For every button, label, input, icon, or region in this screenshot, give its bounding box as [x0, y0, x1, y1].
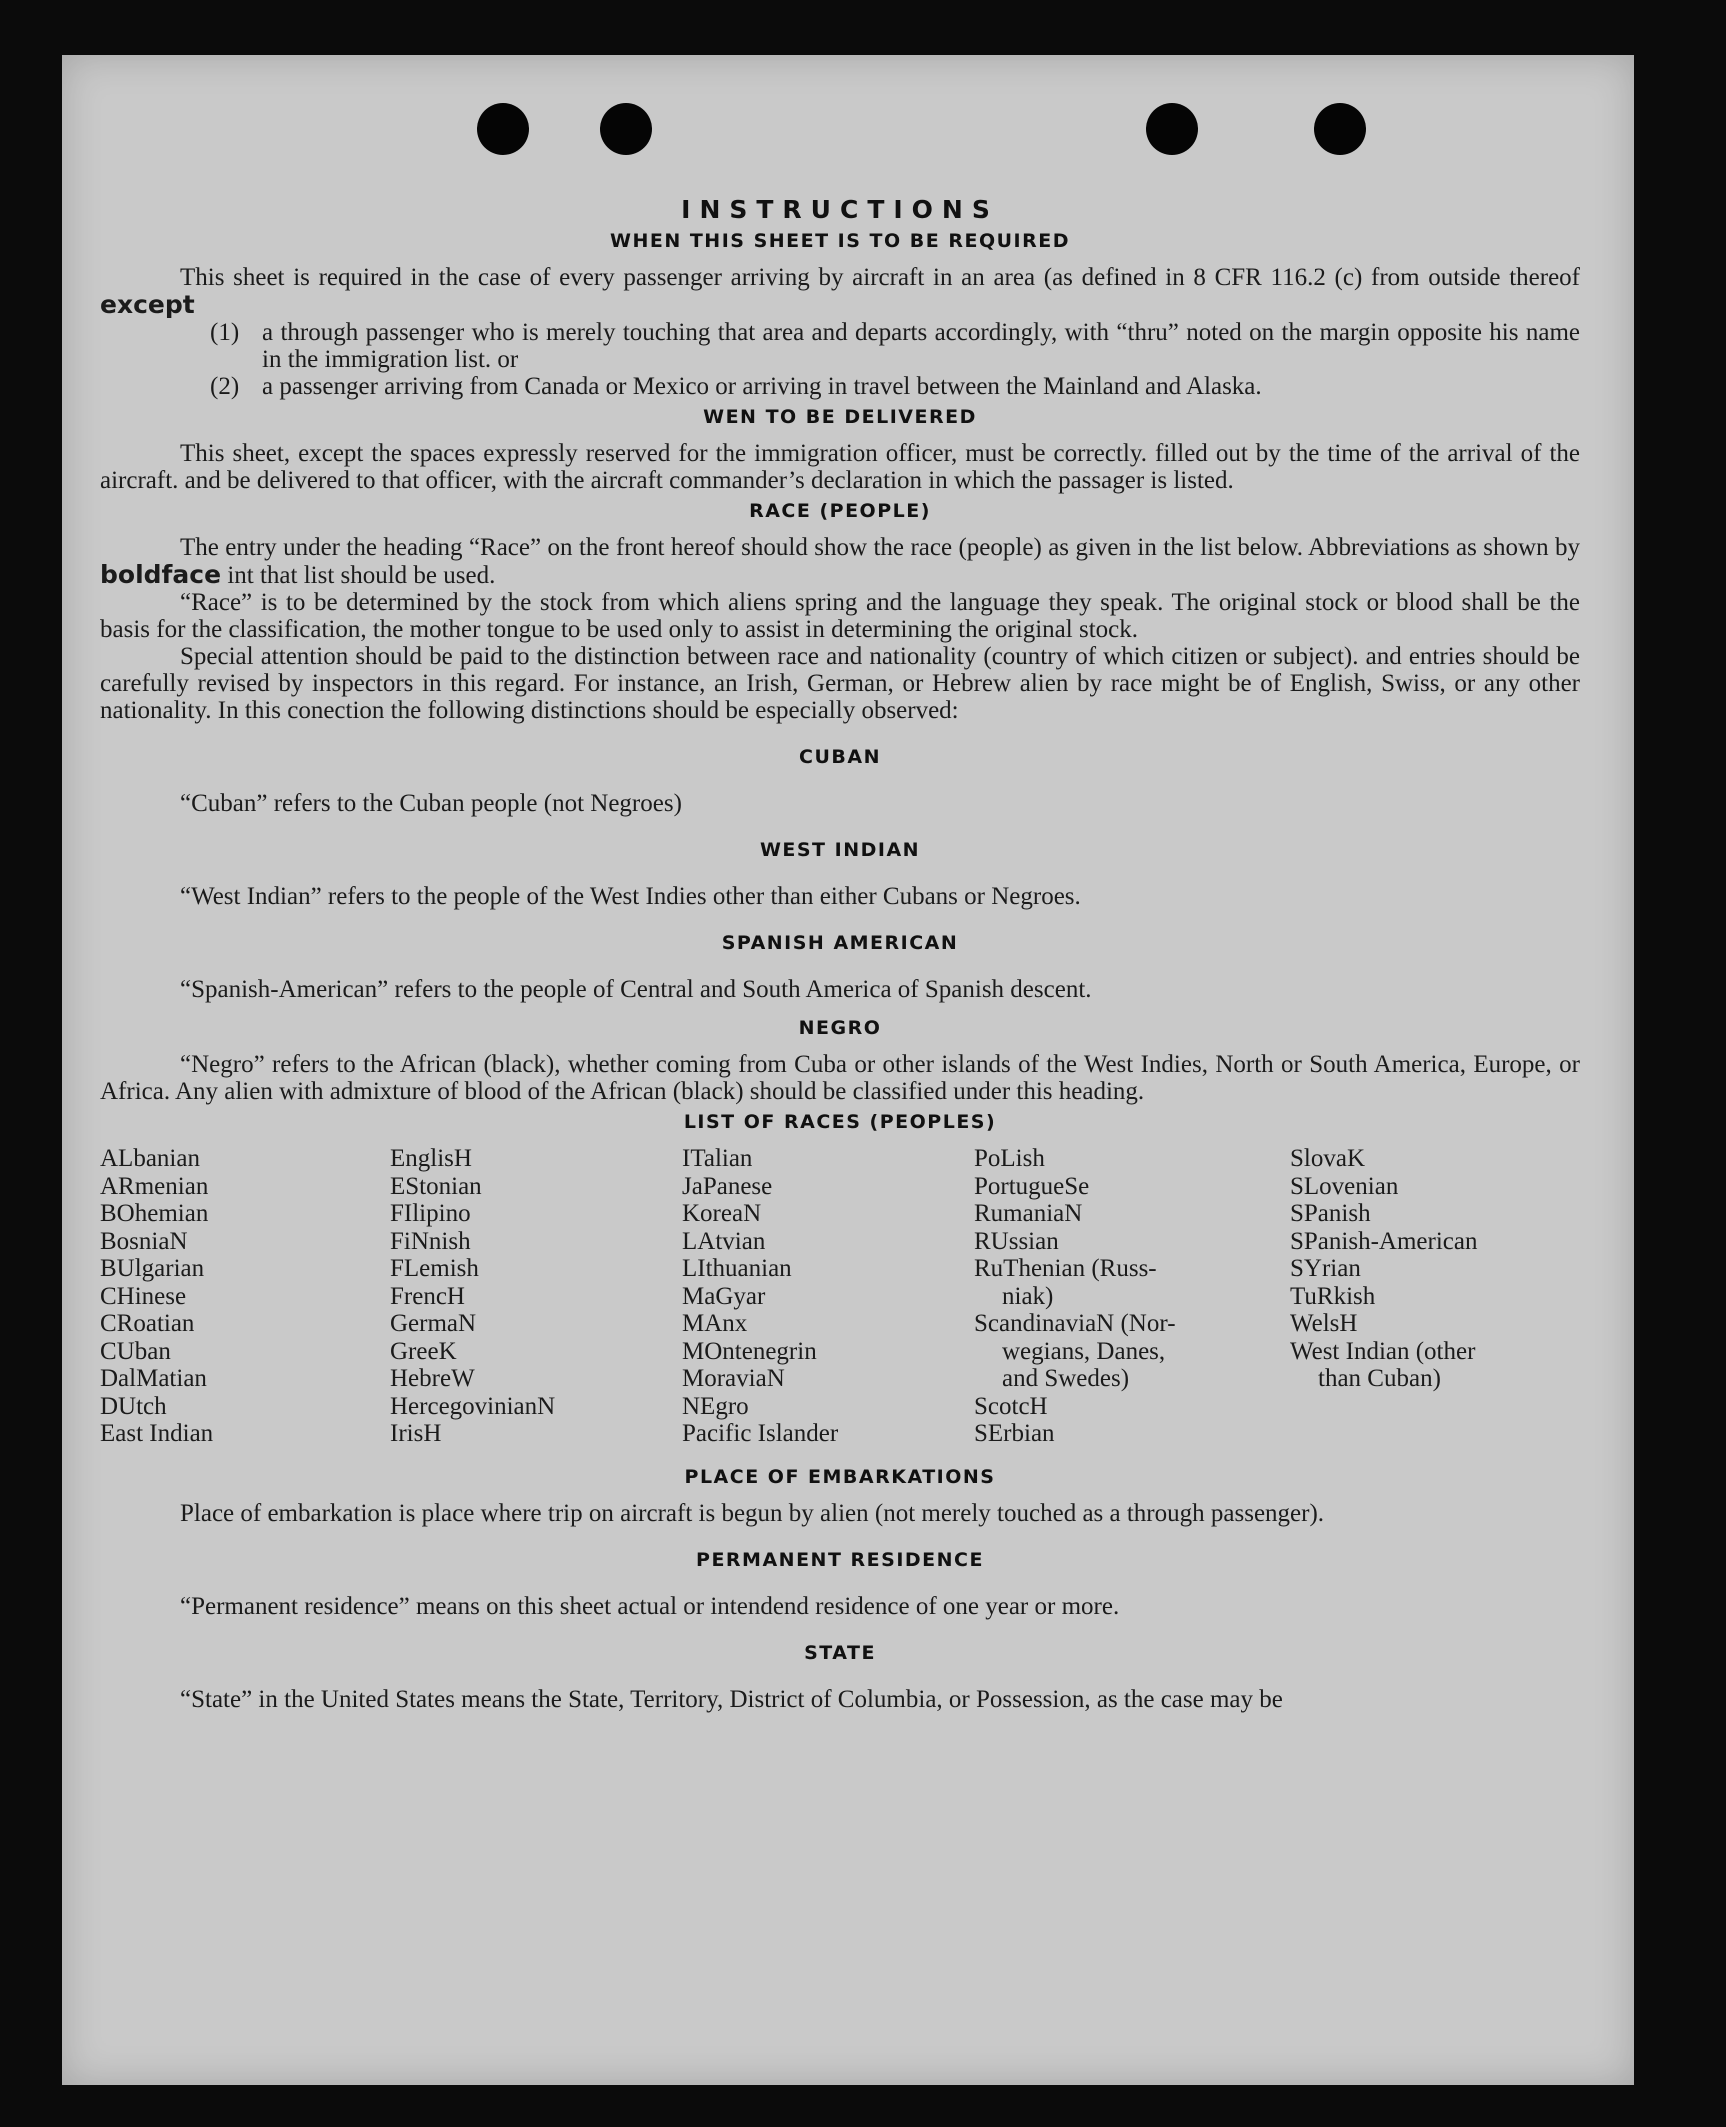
boldface-word: boldface [100, 560, 222, 589]
punch-hole [600, 103, 652, 155]
race-entry: SYrian [1290, 1255, 1361, 1282]
west-indian-text: “West Indian” refers to the people of the West Indies other than either Cubans or Negroes. [180, 883, 1081, 910]
race-entry: FiNnish [390, 1227, 471, 1255]
heading-when-required: WHEN THIS SHEET IS TO BE REQUIRED [609, 230, 1070, 252]
race-entry: CHinese [100, 1282, 187, 1310]
race-entry: SErbian [974, 1420, 1055, 1447]
race-entry: BOhemian [100, 1200, 209, 1227]
exception-item: (2) a passenger arriving from Canada or Mexico or arriving in travel between the Mainland and Alaska. [210, 373, 1262, 400]
race-entry: ARmenian [100, 1172, 209, 1200]
except-bold: except [100, 290, 195, 319]
race-entry: TuRkish [1290, 1282, 1376, 1310]
race-entry: ScandinaviaN (Nor- [974, 1310, 1176, 1337]
race-entry: DalMatian [100, 1365, 207, 1392]
residence-text: “Permanent residence” means on this sheet actual or intendend residence of one year or more. [180, 1592, 1120, 1620]
race-entry: KoreaN [682, 1200, 762, 1227]
race-entry: PoLish [974, 1145, 1045, 1172]
race-entry: JaPanese [682, 1172, 773, 1200]
race-entry: MOntenegrin [682, 1337, 817, 1365]
races-column-2 [390, 1145, 682, 1448]
embarkation-text: Place of embarkation is place where trip on aircraft is begun by alien (not merely touched as a through passenger). [180, 1499, 1325, 1527]
race-entry: EnglisH [390, 1145, 472, 1172]
races-column-1 [100, 1145, 390, 1448]
heading-place-of-embarkation: PLACE OF EMBARKATIONS [684, 1465, 996, 1488]
race-entry: DUtch [100, 1392, 167, 1420]
race-entry: BUlgarian [100, 1255, 205, 1282]
race-entry: SPanish-American [1290, 1227, 1478, 1255]
cuban-text: “Cuban” refers to the Cuban people (not Negroes) [180, 790, 682, 817]
heading-negro: NEGRO [798, 1017, 882, 1039]
instructions-content [100, 195, 1580, 1713]
exception-item: (1) a through passenger who is merely touching that area and departs accordingly, with “thru” noted on the margin opposite his name in the immigration list. or [210, 319, 1580, 373]
race-entry: WelsH [1290, 1310, 1358, 1337]
race-entry: than Cuban) [1318, 1365, 1441, 1392]
punch-hole [1146, 103, 1198, 155]
race-entry: Pacific Islander [682, 1420, 839, 1447]
heading-list-of-races: LIST OF RACES (PEOPLES) [683, 1111, 997, 1133]
races-column-4 [974, 1145, 1290, 1448]
race-entry: PortugueSe [974, 1172, 1090, 1200]
race-entry: niak) [1002, 1282, 1054, 1310]
race-entry: IrisH [390, 1420, 442, 1447]
race-entry: ScotcH [974, 1392, 1048, 1420]
race-entry: FLemish [390, 1255, 479, 1282]
race-entry: RumaniaN [974, 1200, 1083, 1227]
punch-hole [1314, 103, 1366, 155]
heading-when-delivered: WEN TO BE DELIVERED [703, 406, 977, 428]
race-entry: MAnx [682, 1310, 748, 1337]
race-entry: RuThenian (Russ- [974, 1255, 1157, 1282]
state-text: “State” in the United States means the State, Territory, District of Columbia, or Possession, as the case may be [180, 1685, 1283, 1713]
race-entry: wegians, Danes, [1002, 1337, 1166, 1365]
punch-hole [477, 103, 529, 155]
negro-text: “Negro” refers to the African (black), whether coming from Cuba or other islands of the West Indies, North or South America, Europe, or Africa. Any alien with admixture of blood of the African (black) should be classified under this heading. [100, 1051, 1580, 1105]
race-paragraph-1: The entry under the heading “Race” on the front hereof should show the race (people) as given in the list below. Abbreviations as shown by boldface int that list should be used. [100, 534, 1580, 589]
page-title: INSTRUCTIONS [681, 195, 999, 224]
delivered-text: This sheet, except the spaces expressly reserved for the immigration officer, must be correctly. filled out by the time of the arrival of the aircraft. and be delivered to that officer, with the aircraft commander’s declaration in which the passager is listed. [100, 440, 1580, 494]
races-column-5 [1290, 1145, 1570, 1448]
race-entry: HebreW [390, 1365, 475, 1392]
race-entry: MaGyar [682, 1282, 766, 1310]
document-page [62, 55, 1634, 2085]
spanish-american-text: “Spanish-American” refers to the people of Central and South America of Spanish descent. [180, 976, 1092, 1003]
race-entry: and Swedes) [1002, 1365, 1130, 1392]
race-paragraph-2: “Race” is to be determined by the stock from which aliens spring and the language they speak. The original stock or blood shall be the basis for the classification, the mother tongue to be used only to assist in determining the original stock. [100, 589, 1580, 643]
race-entry: CUban [100, 1337, 171, 1365]
race-entry: ITalian [682, 1145, 753, 1172]
race-entry: FIlipino [390, 1200, 471, 1227]
race-entry: HercegovinianN [390, 1392, 556, 1420]
race-entry: EStonian [390, 1172, 482, 1200]
race-entry: GermaN [390, 1310, 477, 1337]
race-entry: BosniaN [100, 1227, 188, 1255]
race-entry: FrencH [390, 1282, 465, 1310]
race-entry: RUssian [974, 1227, 1059, 1255]
race-entry: GreeK [390, 1337, 457, 1365]
race-entry: SPanish [1290, 1200, 1371, 1227]
required-intro: This sheet is required in the case of every passenger arriving by aircraft in an area (as defined in 8 CFR 116.2 (c) from outside thereof except [100, 264, 1580, 319]
races-column-3 [682, 1145, 974, 1448]
race-entry: CRoatian [100, 1310, 195, 1337]
race-entry: LIthuanian [682, 1255, 792, 1282]
heading-state: STATE [804, 1641, 876, 1664]
heading-race: RACE (PEOPLE) [749, 500, 931, 522]
race-entry: NEgro [682, 1392, 749, 1420]
race-entry: ALbanian [100, 1145, 200, 1172]
heading-spanish-american: SPANISH AMERICAN [721, 932, 959, 954]
races-list [100, 1145, 1580, 1448]
race-entry: East Indian [100, 1420, 214, 1447]
race-entry: LAtvian [682, 1227, 766, 1255]
heading-west-indian: WEST INDIAN [759, 839, 921, 861]
race-entry: SLovenian [1290, 1172, 1399, 1200]
race-entry: MoraviaN [682, 1365, 785, 1392]
heading-cuban: CUBAN [799, 746, 881, 768]
heading-permanent-residence: PERMANENT RESIDENCE [696, 1548, 984, 1571]
race-entry: SlovaK [1290, 1145, 1365, 1172]
race-paragraph-3: Special attention should be paid to the distinction between race and nationality (country of which citizen or subject). and entries should be carefully revised by inspectors in this regard. For instance, an Irish, German, or Hebrew alien by race might be of English, Swiss, or any other nationality. In this conection the following distinctions should be especially observed: [100, 643, 1580, 724]
race-entry: West Indian (other [1290, 1337, 1476, 1365]
